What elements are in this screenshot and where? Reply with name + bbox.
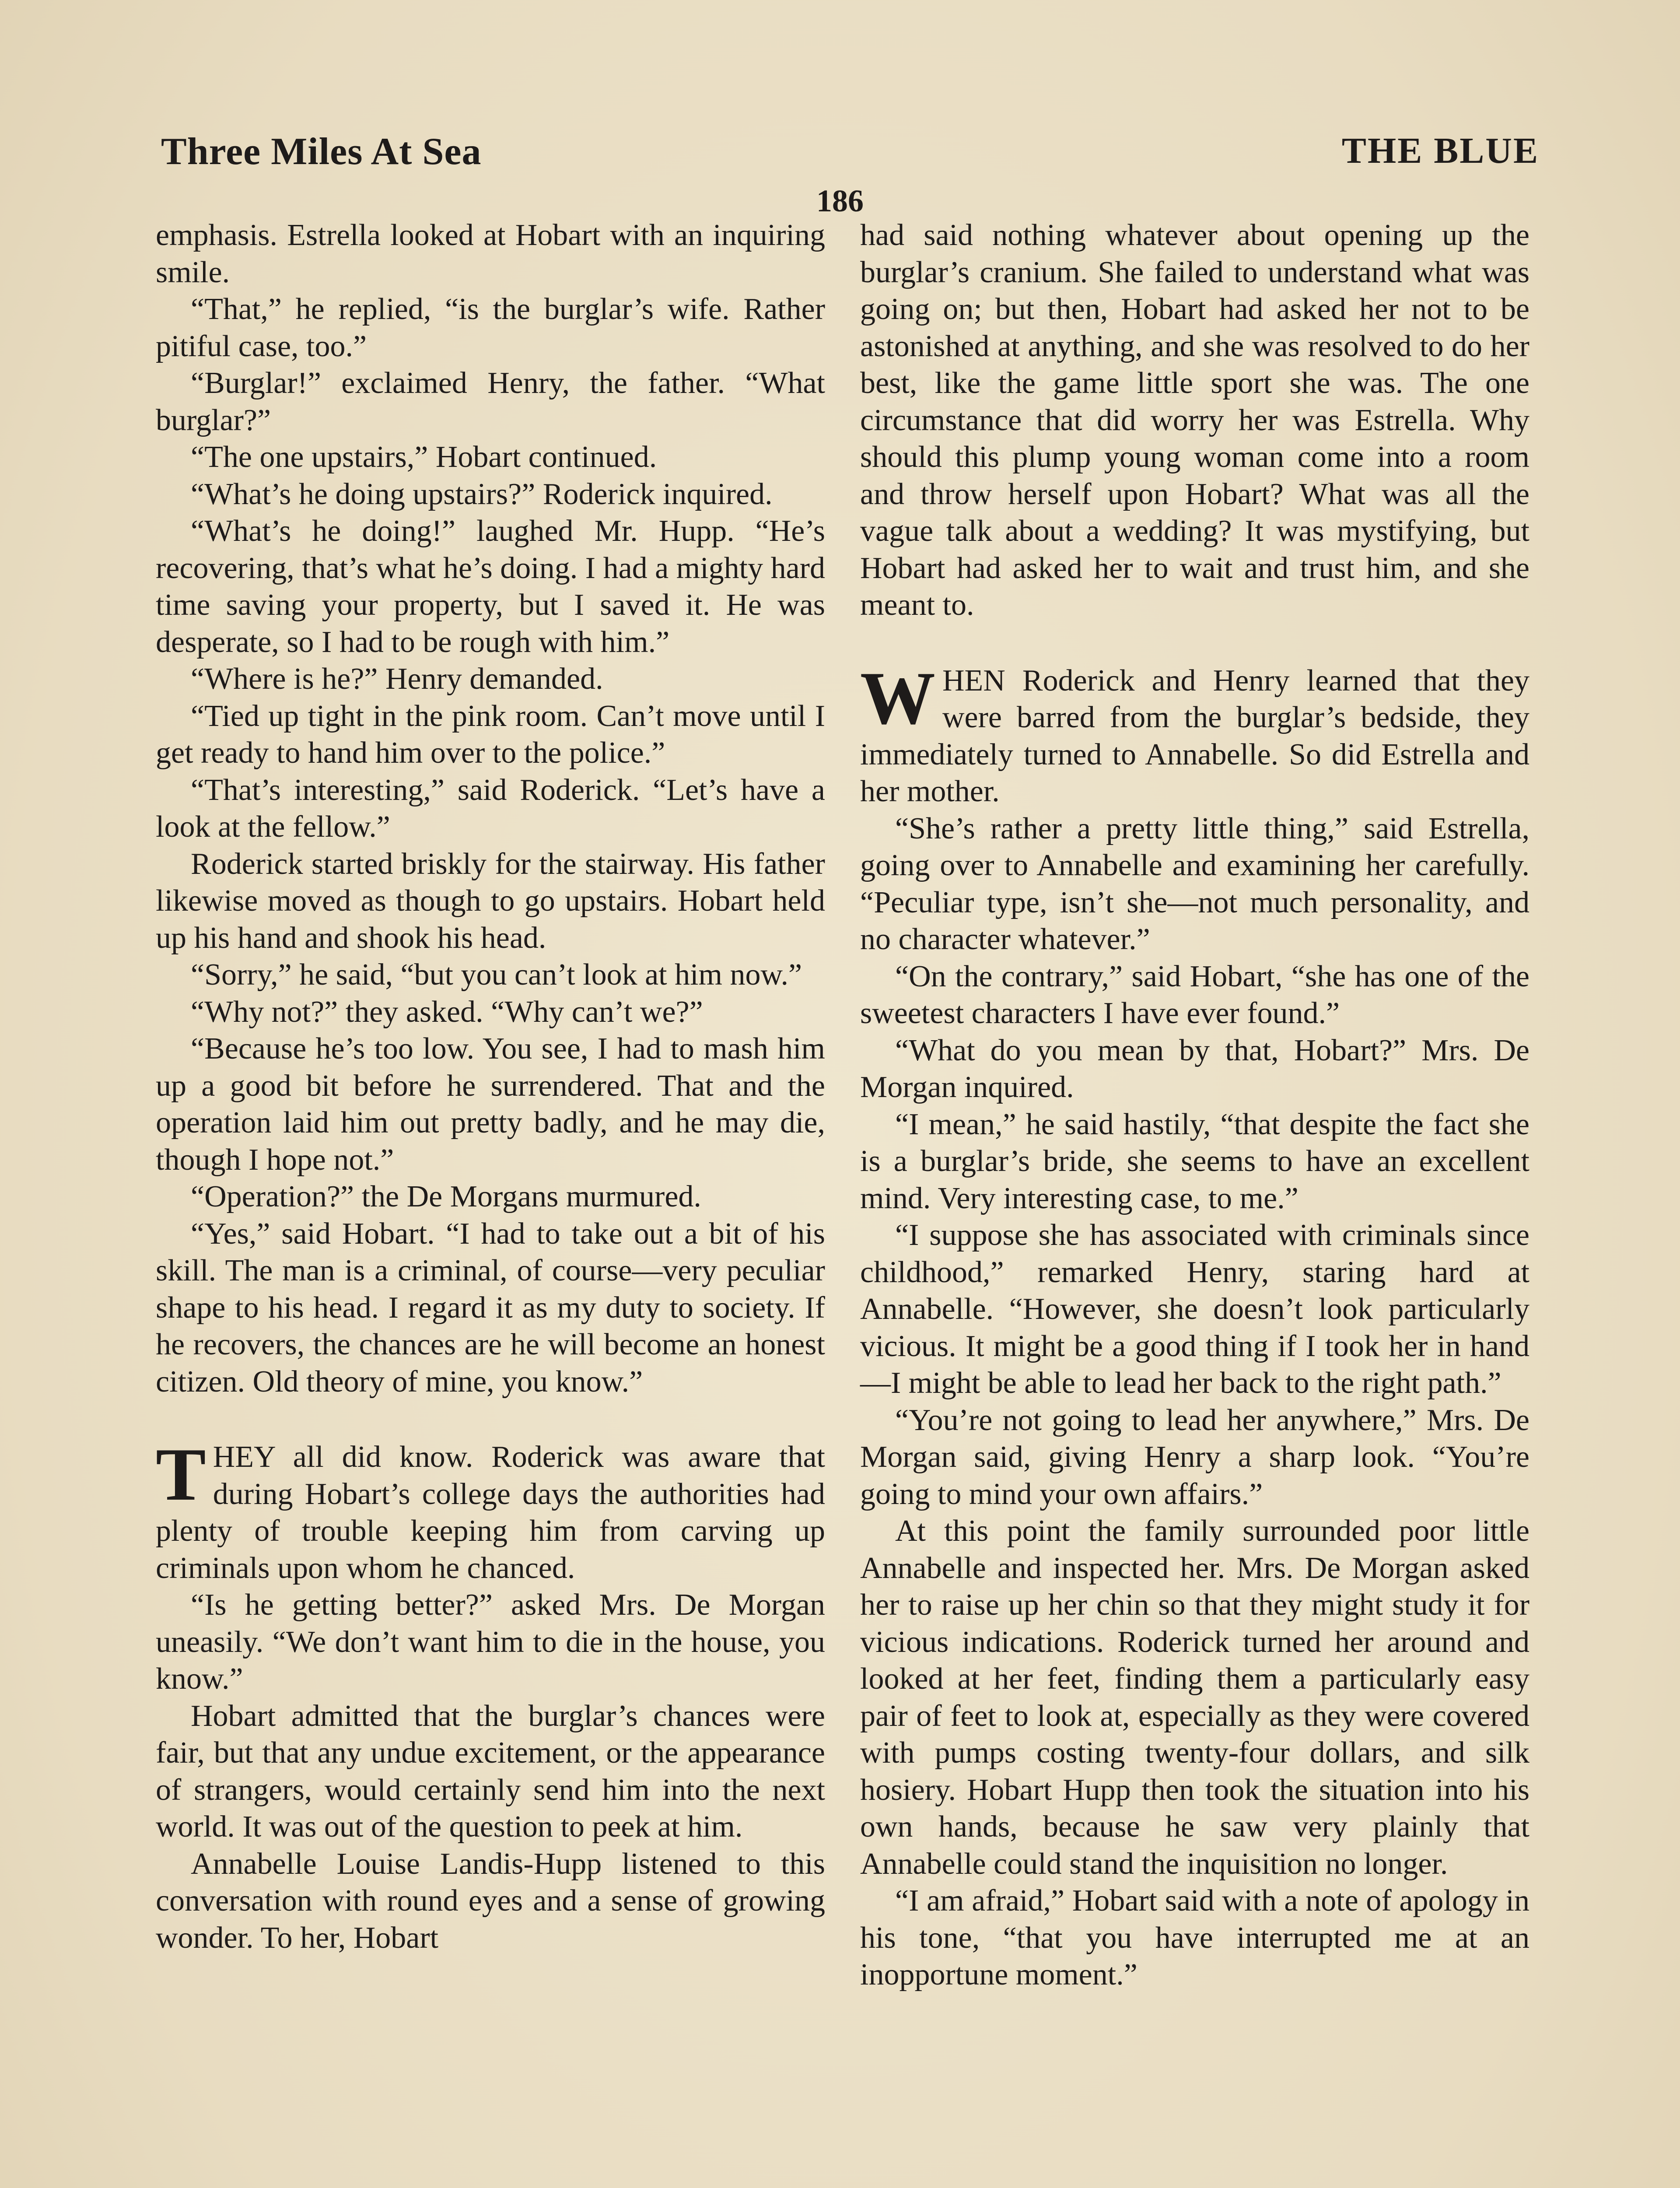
- paragraph: “Sorry,” he said, “but you can’t look at him now.”: [191, 958, 802, 992]
- paragraph: “Why not?” they asked. “Why can’t we?”: [191, 995, 703, 1029]
- page-number: 186: [816, 183, 864, 218]
- paragraph: “She’s rather a pretty little thing,” said Estrella, going over to Annabelle and examining her carefully. “Peculiar type, isn’t she—not much personality, and no character whatever.”: [860, 811, 1530, 956]
- paragraph: “On the contrary,” said Hobart, “she has one of the sweetest characters I have ever found.”: [860, 959, 1530, 1030]
- dropcap-paragraph-text: HEY all did know. Roderick was aware that during Hobart’s college days the authorities had plenty of trouble keeping him from carving up criminals upon whom he chanced.: [156, 1440, 825, 1585]
- paragraph: “Because he’s too low. You see, I had to mash him up a good bit before he surrendered. That and the operation laid him out pretty badly, and he may die, though I hope not.”: [156, 1032, 825, 1177]
- paragraph: “That’s interesting,” said Roderick. “Let’s have a look at the fellow.”: [156, 773, 825, 844]
- right-column: [860, 217, 1530, 1994]
- dropcap-paragraph-text: HEN Roderick and Henry learned that they were barred from the burglar’s bedside, they immediately turned to Annabelle. So did Estrella and her mother.: [860, 663, 1530, 808]
- paragraph: Annabelle Louise Landis-Hupp listened to this conversation with round eyes and a sense of growing wonder. To her, Hobart: [156, 1847, 825, 1955]
- drop-cap: T: [156, 1433, 206, 1516]
- story-title: Three Miles At Sea: [161, 130, 482, 173]
- paragraph: “I mean,” he said hastily, “that despite the fact she is a burglar’s bride, she seems to have an excellent mind. Very interesting case, to me.”: [860, 1107, 1530, 1215]
- paragraph: “I am afraid,” Hobart said with a note of apology in his tone, “that you have interrupted me at an inopportune moment.”: [860, 1884, 1530, 1992]
- drop-cap: W: [860, 656, 935, 740]
- paragraph: “What’s he doing!” laughed Mr. Hupp. “He’s recovering, that’s what he’s doing. I had a mighty hard time saving your property, but I saved it. He was desperate, so I had to be rough with him.”: [156, 514, 825, 659]
- paragraph: Hobart admitted that the burglar’s chances were fair, but that any undue excitement, or the appearance of strangers, would certainly send him into the next world. It was out of the question to peek at him.: [156, 1699, 825, 1844]
- paragraph: had said nothing whatever about opening up the burglar’s cranium. She failed to understand what was going on; but then, Hobart had asked her not to be astonished at anything, and she was resolved to do her best, like the game little sport she was. The one circumstance that did worry her was Estrella. Why should this plump young woman come into a room and throw herself upon Hobart? What was all the vague talk about a wedding? It was mystifying, but Hobart had asked her to wait and trust him, and she meant to.: [860, 218, 1530, 622]
- paragraph: “You’re not going to lead her anywhere,” Mrs. De Morgan said, giving Henry a sharp look. “You’re going to mind your own affairs.”: [860, 1403, 1530, 1511]
- paragraph: Roderick started briskly for the stairway. His father likewise moved as though to go upstairs. Hobart held up his hand and shook his head.: [156, 847, 825, 955]
- paragraph: “Operation?” the De Morgans murmured.: [191, 1180, 701, 1213]
- left-column: [156, 217, 825, 1957]
- dropcap-paragraph: [860, 656, 1530, 810]
- paragraph: “Yes,” said Hobart. “I had to take out a bit of his skill. The man is a criminal, of course—very peculiar shape to his head. I regard it as my duty to society. If he recovers, the chances are he will become an honest citizen. Old theory of mine, you know.”: [156, 1217, 825, 1399]
- paragraph: “What do you mean by that, Hobart?” Mrs. De Morgan inquired.: [860, 1033, 1530, 1104]
- paragraph: “That,” he replied, “is the burglar’s wife. Rather pitiful case, too.”: [156, 292, 825, 363]
- magazine-name: THE BLUE: [1341, 130, 1539, 171]
- paragraph: “The one upstairs,” Hobart continued.: [191, 440, 657, 474]
- paragraph: “What’s he doing upstairs?” Roderick inquired.: [191, 477, 773, 511]
- paragraph: “Where is he?” Henry demanded.: [191, 662, 603, 696]
- paragraph: “I suppose she has associated with criminals since childhood,” remarked Henry, staring hard at Annabelle. “However, she doesn’t look particularly vicious. It might be a good thing if I took her in hand—I might be able to lead her back to the right path.”: [860, 1218, 1530, 1400]
- paragraph: “Tied up tight in the pink room. Can’t move until I get ready to hand him over to the police.”: [156, 699, 825, 770]
- paragraph: “Burglar!” exclaimed Henry, the father. “What burglar?”: [156, 366, 825, 437]
- paragraph: At this point the family surrounded poor little Annabelle and inspected her. Mrs. De Morgan asked her to raise up her chin so that they might study it for vicious indications. Roderick turned her around and looked at her feet, finding them a particularly easy pair of feet to look at, especially as they were covered with pumps costing twenty-four dollars, and silk hosiery. Hobart Hupp then took the situation into his own hands, because he saw very plainly that Annabelle could stand the inquisition no longer.: [860, 1514, 1530, 1881]
- paragraph: emphasis. Estrella looked at Hobart with an inquiring smile.: [156, 218, 825, 289]
- paragraph: “Is he getting better?” asked Mrs. De Morgan uneasily. “We don’t want him to die in the house, you know.”: [156, 1588, 825, 1696]
- dropcap-paragraph: [156, 1433, 825, 1587]
